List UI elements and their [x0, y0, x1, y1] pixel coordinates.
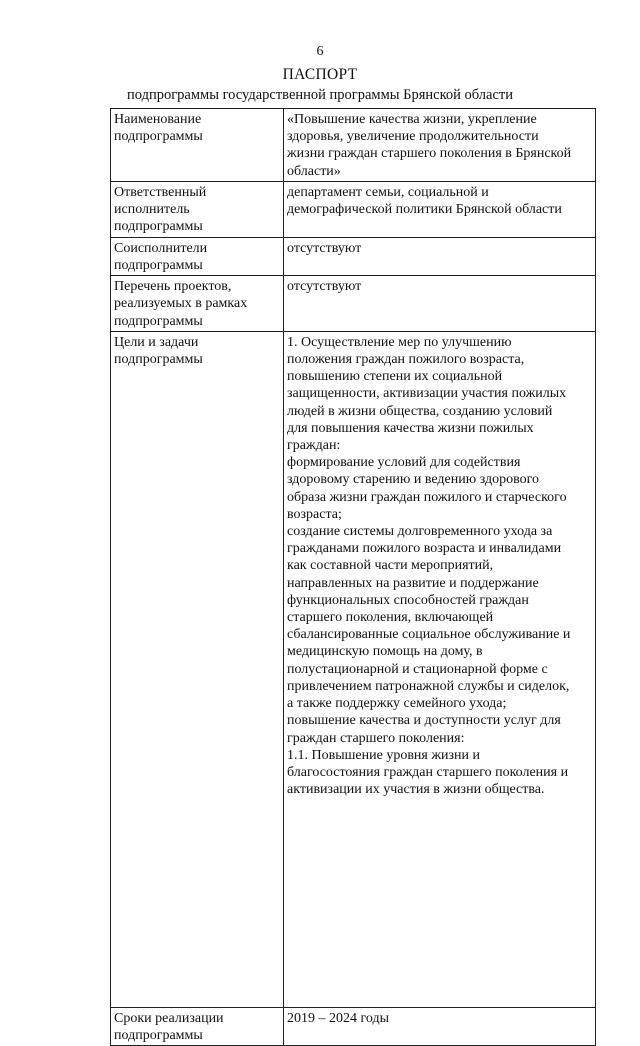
row-label: Цели и задачи подпрограммы: [114, 334, 203, 368]
passport-row-goals-and-tasks: [111, 331, 596, 1007]
passport-row-responsible-executor: [111, 181, 596, 237]
passport-label-cell: [111, 331, 284, 1007]
row-value: «Повышение качества жизни, укрепление здоровья, увеличение продолжительности жизни граждан старшего поколения в Брянской области»: [287, 112, 572, 179]
row-label: Наименование подпрограммы: [114, 112, 203, 145]
passport-value-cell: [284, 276, 596, 332]
passport-value-cell: [284, 109, 596, 182]
row-value: отсутствуют: [287, 279, 362, 295]
passport-label-cell: [111, 237, 284, 275]
passport-row-implementation-period: [111, 1007, 596, 1045]
row-value: отсутствуют: [287, 240, 362, 256]
passport-row-projects-list: [111, 276, 596, 332]
passport-label-cell: [111, 109, 284, 182]
passport-value-cell: [284, 331, 596, 1007]
row-value: 1. Осуществление мер по улучшению положения граждан пожилого возраста, повышению степени их социальной защищенности, активизации участия пожилых людей в жизни общества, созданию условий для повышения качества жизни пожилых граждан: формирование условий для содействия здоровому старению и ведению здорового образа жизни граждан пожилого и старческого возраста; создание системы долговременного ухода за гражданами пожилого возраста и инвалидами как составной части мероприятий, направленных на развитие и поддержание функциональных способностей граждан старшего поколения, включающей сбалансированные социальное обслуживание и медицинскую помощь на дому, в полустационарной и стационарной форме с привлечением патронажной службы и сиделок, а также поддержку семейного ухода; повышение качества и доступности услуг для граждан старшего поколения: 1.1. Повышение уровня жизни и благосостояния граждан старшего поколения и активизации их участия в жизни общества.: [287, 334, 571, 798]
passport-value-cell: [284, 1007, 596, 1045]
document-title: ПАСПОРТ: [282, 66, 358, 83]
page-number: 6: [316, 44, 324, 59]
row-value: 2019 – 2024 годы: [287, 1010, 390, 1026]
row-label: Перечень проектов, реализуемых в рамках подпрограммы: [114, 279, 248, 329]
passport-table: [110, 108, 596, 1046]
row-value: департамент семьи, социальной и демографической политики Брянской области: [287, 184, 562, 218]
passport-label-cell: [111, 181, 284, 237]
passport-label-cell: [111, 1007, 284, 1045]
row-label: Ответственный исполнитель подпрограммы: [114, 184, 207, 235]
passport-row-co-executors: [111, 237, 596, 275]
row-label: Соисполнители подпрограммы: [114, 240, 208, 274]
row-label: Сроки реализации подпрограммы: [114, 1010, 224, 1044]
passport-label-cell: [111, 276, 284, 332]
passport-value-cell: [284, 237, 596, 275]
document-subtitle: подпрограммы государственной программы Брянской области: [126, 87, 513, 103]
passport-value-cell: [284, 181, 596, 237]
passport-row-subprogram-name: [111, 109, 596, 182]
